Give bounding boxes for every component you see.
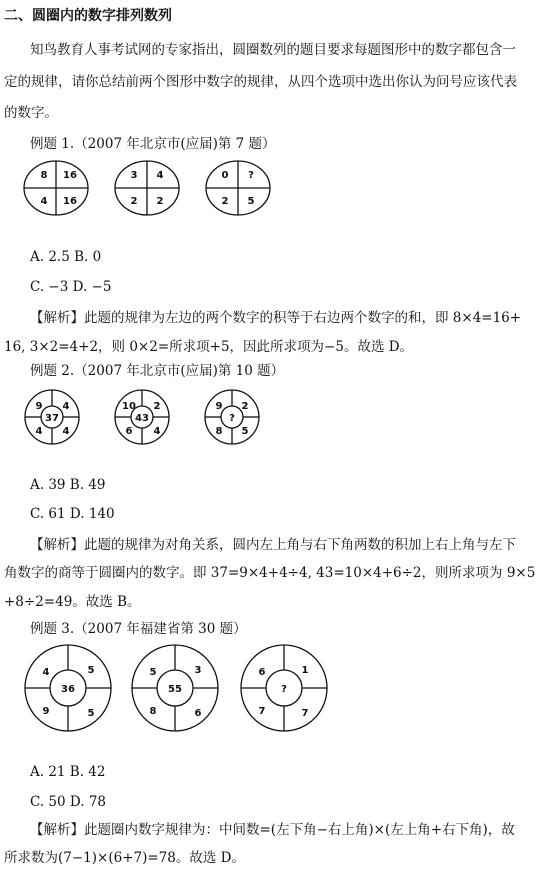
example-2-options-line-2: C. 61 D. 140 (30, 506, 115, 522)
cell-bl: 8 (215, 426, 223, 437)
cell-br: 5 (247, 196, 255, 207)
example-1-options-line-2: C. −3 D. −5 (30, 279, 112, 295)
example-3-circle-1 (25, 645, 111, 731)
cell-bl: 7 (258, 706, 266, 717)
section-title: 二、圆圈内的数字排列数列 (4, 8, 172, 24)
cell-br: 4 (153, 426, 161, 437)
example-1-circle-2 (115, 161, 179, 215)
cell-bl: 4 (40, 196, 48, 207)
cell-tl: 4 (42, 667, 50, 678)
example-2-analysis-line-1: 【解析】此题的规律为对角关系，圆内左上角与右下角两数的积加上右上角与左下 (30, 537, 516, 553)
example-3-figures (0, 644, 560, 734)
example-1-analysis-line-2: 16, 3×2=4+2，则 0×2=所求项+5，因此所求项为−5。故选 D。 (4, 339, 414, 355)
example-2-heading: 例题 2.（2007 年北京市(应届)第 10 题） (30, 363, 285, 379)
example-1-analysis-line-1: 【解析】此题的规律为左边的两个数字的积等于右边两个数字的和，即 8×4=16+ (30, 310, 522, 326)
cell-tr: 3 (194, 665, 202, 676)
cell-tl: 9 (35, 401, 43, 412)
cell-tr: ? (248, 170, 254, 181)
cell-br: 7 (301, 708, 309, 719)
cell-center: ? (281, 684, 287, 695)
example-2-analysis-line-2: 角数字的商等于圆圈内的数字。即 37=9×4+4÷4, 43=10×4+6÷2，则所求项为 9×5 (4, 565, 536, 581)
cell-tl: 3 (130, 170, 138, 181)
example-3-circle-3 (241, 645, 327, 731)
intro-line-1: 知鸟教育人事考试网的专家指出，圆圈数列的题目要求每题图形中的数字都包含一 (30, 42, 516, 58)
cell-tr: 16 (63, 170, 77, 181)
cell-tr: 4 (156, 170, 164, 181)
cell-br: 4 (62, 426, 70, 437)
example-2-analysis-line-3: +8÷2=49。故选 B。 (4, 594, 141, 610)
example-3-options-line-1: A. 21 B. 42 (30, 764, 106, 780)
example-2-circle-3 (205, 390, 259, 444)
example-2-figures (0, 388, 560, 448)
example-2-options-line-1: A. 39 B. 49 (30, 477, 106, 493)
example-1-circle-1 (24, 161, 88, 215)
example-1-options-line-1: A. 2.5 B. 0 (30, 249, 102, 265)
example-3-heading: 例题 3.（2007 年福建省第 30 题） (30, 621, 247, 637)
cell-tl: 10 (122, 401, 136, 412)
example-2-circle-2 (115, 390, 169, 444)
example-1-circle-3 (206, 161, 270, 215)
cell-br: 16 (63, 196, 77, 207)
cell-bl: 2 (221, 196, 229, 207)
cell-center: 37 (45, 413, 59, 424)
cell-bl: 6 (125, 426, 133, 437)
intro-line-3: 的数字。 (4, 105, 58, 121)
example-3-analysis-line-2: 所求数为(7−1)×(6+7)=78。故选 D。 (4, 850, 245, 866)
cell-tr: 4 (62, 401, 70, 412)
cell-br: 2 (156, 196, 164, 207)
cell-center: 43 (135, 413, 149, 424)
cell-tl: 6 (258, 667, 266, 678)
intro-line-2: 定的规律，请你总结前两个图形中数字的规律，从四个选项中选出你认为问号应该代表 (4, 74, 517, 90)
cell-tl: 8 (40, 170, 48, 181)
cell-br: 5 (87, 708, 95, 719)
example-3-analysis-line-1: 【解析】此题圈内数字规律为：中间数=(左下角−右上角)×(左上角+右下角)，故 (30, 822, 515, 838)
cell-tr: 1 (301, 665, 309, 676)
example-1-figures (0, 160, 560, 220)
cell-tr: 5 (87, 665, 95, 676)
example-2-circle-1 (25, 390, 79, 444)
cell-tr: 2 (241, 401, 249, 412)
cell-center: 36 (61, 684, 75, 695)
cell-tl: 5 (149, 667, 157, 678)
cell-bl: 2 (130, 196, 138, 207)
example-3-options-line-2: C. 50 D. 78 (30, 794, 107, 810)
cell-center: 55 (168, 684, 182, 695)
cell-center: ? (229, 413, 235, 424)
cell-br: 6 (194, 708, 202, 719)
example-3-circle-2 (132, 645, 218, 731)
cell-tl: 9 (215, 401, 223, 412)
cell-bl: 8 (149, 706, 157, 717)
example-1-heading: 例题 1.（2007 年北京市(应届)第 7 题） (30, 136, 276, 152)
cell-tr: 2 (153, 401, 161, 412)
cell-bl: 9 (42, 706, 50, 717)
cell-bl: 4 (35, 426, 43, 437)
cell-br: 5 (241, 426, 249, 437)
cell-tl: 0 (221, 170, 229, 181)
